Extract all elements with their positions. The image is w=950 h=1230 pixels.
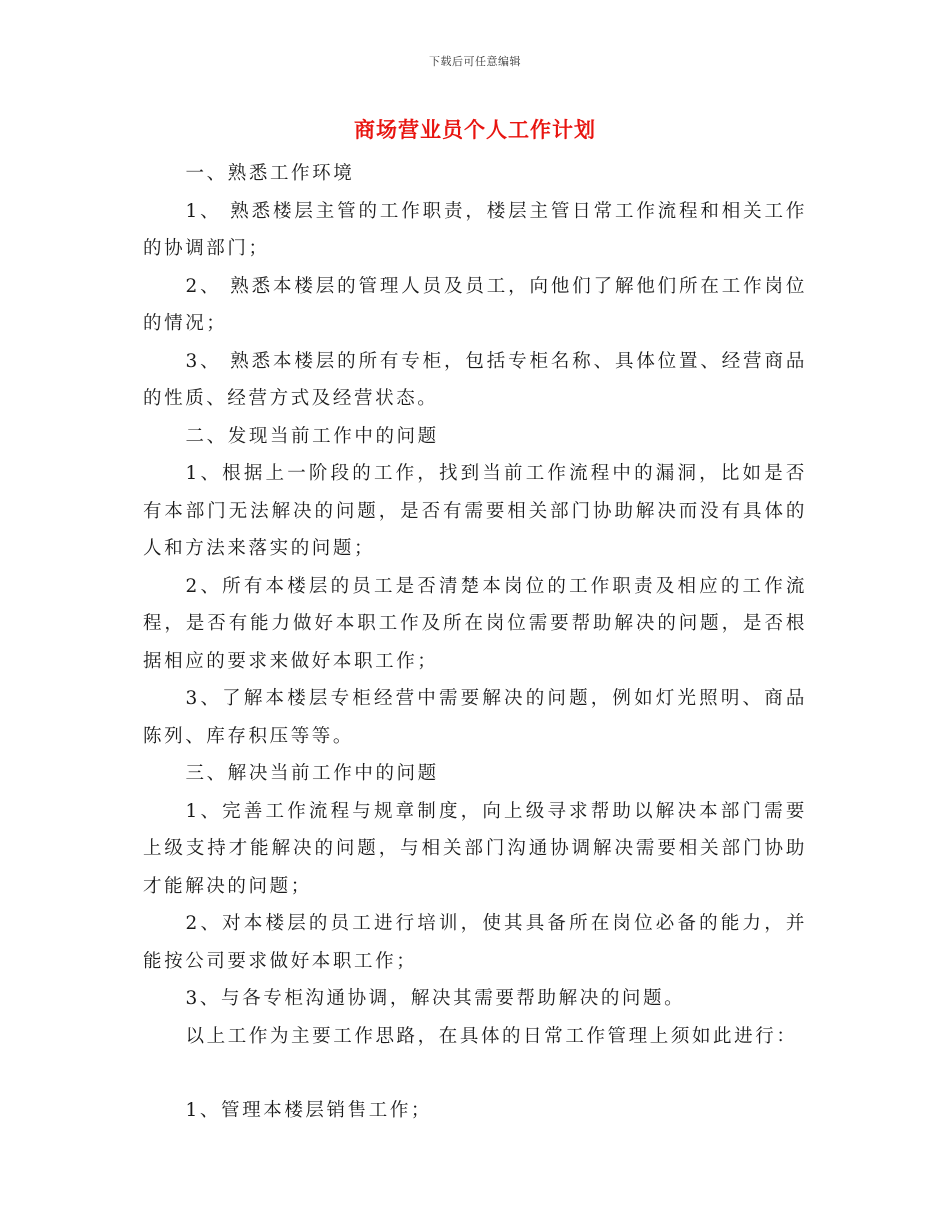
paragraph: 2、 熟悉本楼层的管理人员及员工，向他们了解他们所在工作岗位的情况；: [143, 275, 807, 334]
paragraph: 3、与各专柜沟通协调，解决其需要帮助解决的问题。: [185, 988, 686, 1009]
paragraph: 1、根据上一阶段的工作，找到当前工作流程中的漏洞，比如是否有本部门无法解决的问题，是否有需要相关部门协助解决而没有具体的人和方法来落实的问题；: [143, 463, 807, 559]
paragraph: 2、所有本楼层的员工是否清楚本岗位的工作职责及相应的工作流程，是否有能力做好本职工作及所在岗位需要帮助解决的问题，是否根据相应的要求来做好本职工作；: [143, 575, 807, 672]
paragraph: 2、对本楼层的员工进行培训，使其具备所在岗位必备的能力，并能按公司要求做好本职工作；: [143, 913, 807, 972]
section-heading-2: 二、发现当前工作中的问题: [185, 425, 439, 447]
paragraph: 1、完善工作流程与规章制度，向上级寻求帮助以解决本部门需要上级支持才能解决的问题，与相关部门沟通协调解决需要相关部门协助才能解决的问题；: [143, 800, 807, 897]
section-heading-3: 三、解决当前工作中的问题: [185, 763, 439, 784]
summary-paragraph: 以上工作为主要工作思路，在具体的日常工作管理上须如此进行：: [185, 1025, 798, 1047]
document-title: 商场营业员个人工作计划: [354, 118, 596, 142]
page-header: 下载后可任意编辑: [429, 55, 521, 68]
document-body: [143, 155, 807, 1130]
paragraph: 1、管理本楼层销售工作；: [185, 1100, 433, 1121]
section-heading-1: 一、熟悉工作环境: [185, 163, 355, 184]
paragraph: 3、 熟悉本楼层的所有专柜，包括专柜名称、具体位置、经营商品的性质、经营方式及经营状态。: [143, 350, 807, 409]
paragraph: 3、了解本楼层专柜经营中需要解决的问题，例如灯光照明、商品陈列、库存积压等等。: [143, 688, 807, 747]
paragraph: 1、 熟悉楼层主管的工作职责，楼层主管日常工作流程和相关工作的协调部门；: [143, 200, 807, 259]
